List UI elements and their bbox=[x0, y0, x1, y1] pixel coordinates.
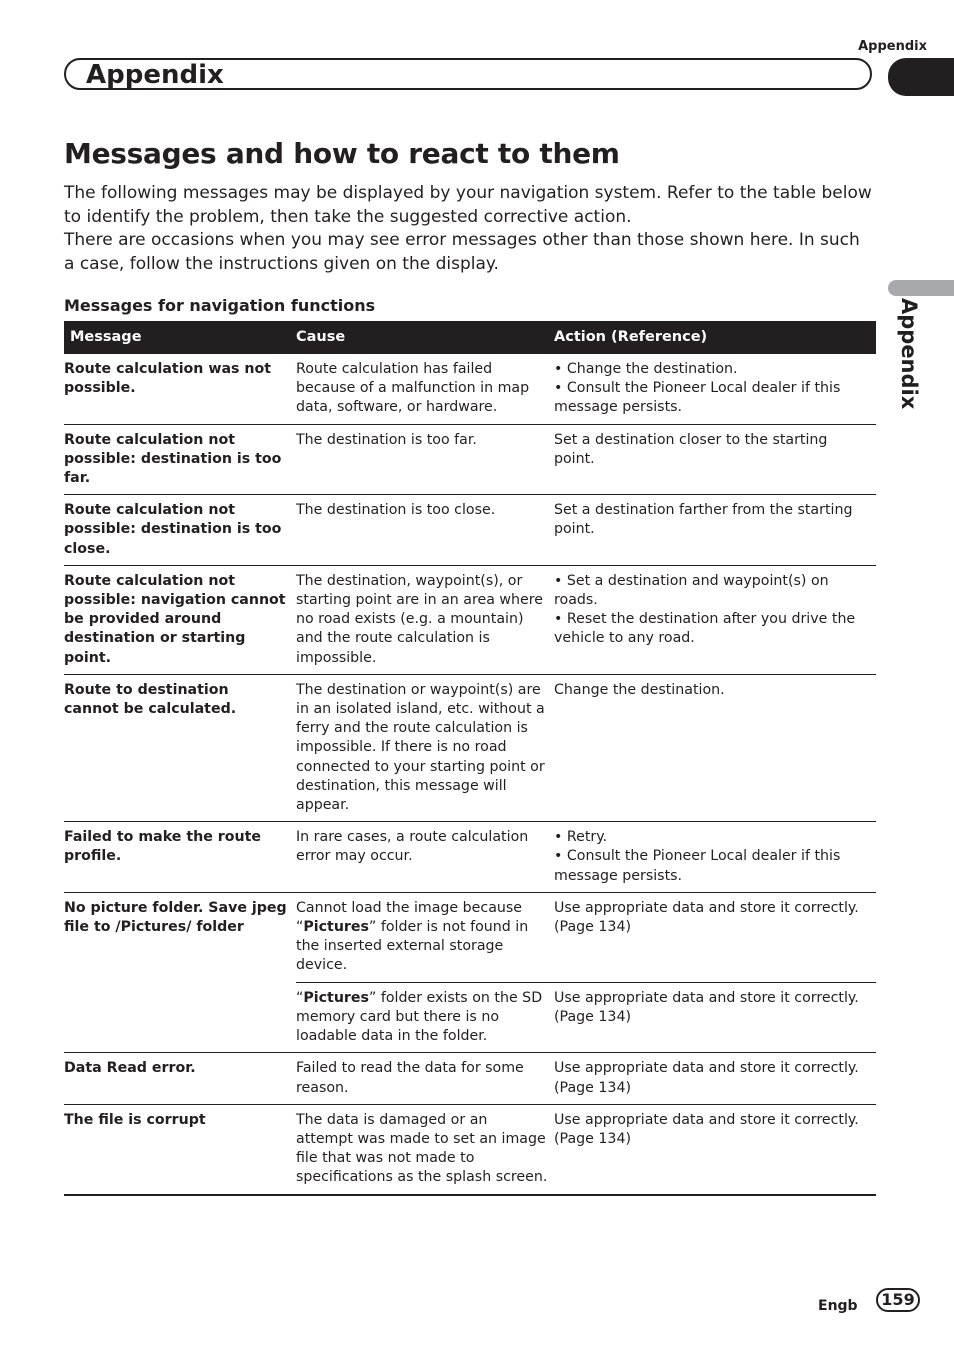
cause-text: ” folder exists on the SD memory card but there is no loadable data in the folder. bbox=[296, 989, 543, 1045]
action-line: • Change the destination. bbox=[554, 361, 738, 377]
table-row bbox=[64, 822, 876, 893]
message-cell: The file is corrupt bbox=[64, 1104, 296, 1194]
side-tab-label: Appendix bbox=[897, 298, 921, 410]
action-cell bbox=[554, 495, 876, 566]
cause-cell: The destination is too close. bbox=[296, 495, 554, 566]
side-tab-marker bbox=[888, 280, 954, 296]
message-cell: Data Read error. bbox=[64, 1053, 296, 1104]
cause-text: ” folder is not found in the inserted external storage device. bbox=[296, 919, 529, 974]
table-row bbox=[64, 424, 876, 495]
action-line: • Retry. bbox=[554, 829, 608, 846]
running-header-label: Appendix bbox=[858, 39, 927, 54]
action-cell bbox=[554, 424, 876, 495]
chapter-title-bar bbox=[64, 58, 872, 90]
action-cell bbox=[554, 1053, 876, 1104]
folder-name: Pictures bbox=[303, 989, 369, 1006]
cause-text: Cannot load the image because “ bbox=[296, 899, 523, 936]
cause-cell: The destination or waypoint(s) are in an isolated island, etc. without a ferry and the route calculation is impossible. If there is no road connected to your starting point or destination, this message will appear. bbox=[296, 674, 554, 821]
message-cell: Route to destination cannot be calculated. bbox=[64, 674, 296, 821]
table-row bbox=[64, 892, 876, 982]
message-cell: Route calculation not possible: destination is too close. bbox=[64, 495, 296, 566]
cause-cell: In rare cases, a route calculation error may occur. bbox=[296, 822, 554, 893]
action-cell: Use appropriate data and store it correctly. (Page 134) bbox=[554, 982, 876, 1053]
header-cause: Cause bbox=[296, 321, 554, 354]
action-cell bbox=[554, 354, 876, 424]
chapter-title: Appendix bbox=[86, 60, 224, 90]
table-row bbox=[64, 1053, 876, 1104]
action-line: Use appropriate data and store it correctly. (Page 134) bbox=[554, 1060, 859, 1096]
action-line: Change the destination. bbox=[554, 681, 725, 698]
action-cell bbox=[554, 822, 876, 893]
table-row bbox=[64, 1104, 876, 1194]
action-line: Use appropriate data and store it correctly. (Page 134) bbox=[554, 1111, 859, 1147]
action-line: Set a destination closer to the starting point. bbox=[554, 431, 828, 467]
table-row bbox=[64, 495, 876, 566]
chapter-tab-marker bbox=[888, 58, 954, 96]
cause-cell: Route calculation has failed because of a malfunction in map data, software, or hardware. bbox=[296, 354, 554, 424]
header-action: Action (Reference) bbox=[554, 321, 876, 354]
intro-paragraph-1: The following messages may be displayed by your navigation system. Refer to the table below to identify the problem, then take the suggested corrective action. bbox=[64, 183, 872, 227]
cause-cell bbox=[296, 892, 554, 982]
cause-cell: The destination is too far. bbox=[296, 424, 554, 495]
footer-language: Engb bbox=[818, 1298, 858, 1314]
table-row bbox=[64, 674, 876, 821]
action-line: • Consult the Pioneer Local dealer if this message persists. bbox=[554, 380, 841, 416]
table-header-row bbox=[64, 321, 876, 354]
page-title: Messages and how to react to them bbox=[64, 137, 620, 170]
action-line: Set a destination farther from the starting point. bbox=[554, 502, 853, 538]
cause-text: “ bbox=[296, 989, 304, 1006]
cause-cell: The data is damaged or an attempt was made to set an image file that was not made to specifications as the splash screen. bbox=[296, 1104, 554, 1194]
side-tab bbox=[890, 298, 928, 415]
header-message: Message bbox=[64, 321, 296, 354]
action-cell bbox=[554, 1104, 876, 1194]
message-cell: Route calculation not possible: destination is too far. bbox=[64, 424, 296, 495]
cause-cell: Failed to read the data for some reason. bbox=[296, 1053, 554, 1104]
page-number: 159 bbox=[876, 1288, 920, 1312]
table-row bbox=[64, 565, 876, 674]
section-heading: Messages for navigation functions bbox=[64, 296, 376, 315]
messages-table bbox=[64, 321, 876, 1196]
cause-cell bbox=[296, 982, 554, 1053]
table-row bbox=[64, 354, 876, 424]
message-cell: No picture folder. Save jpeg file to /Pictures/ folder bbox=[64, 892, 296, 1052]
action-cell bbox=[554, 565, 876, 674]
intro-text bbox=[64, 182, 874, 277]
action-line: • Consult the Pioneer Local dealer if this message persists. bbox=[554, 848, 841, 884]
action-line: • Reset the destination after you drive the vehicle to any road. bbox=[554, 611, 856, 647]
message-cell: Failed to make the route profile. bbox=[64, 822, 296, 893]
intro-paragraph-2: There are occasions when you may see error messages other than those shown here. In such a case, follow the instructions given on the display. bbox=[64, 230, 860, 275]
action-cell bbox=[554, 674, 876, 821]
action-cell: Use appropriate data and store it correctly. (Page 134) bbox=[554, 892, 876, 982]
message-cell: Route calculation was not possible. bbox=[64, 354, 296, 424]
action-line: • Set a destination and waypoint(s) on roads. bbox=[554, 572, 829, 609]
folder-name: Pictures bbox=[303, 919, 369, 936]
message-cell: Route calculation not possible: navigation cannot be provided around destination or starting point. bbox=[64, 565, 296, 674]
cause-cell: The destination, waypoint(s), or starting point are in an area where no road exists (e.g. a mountain) and the route calculation is impossible. bbox=[296, 565, 554, 674]
